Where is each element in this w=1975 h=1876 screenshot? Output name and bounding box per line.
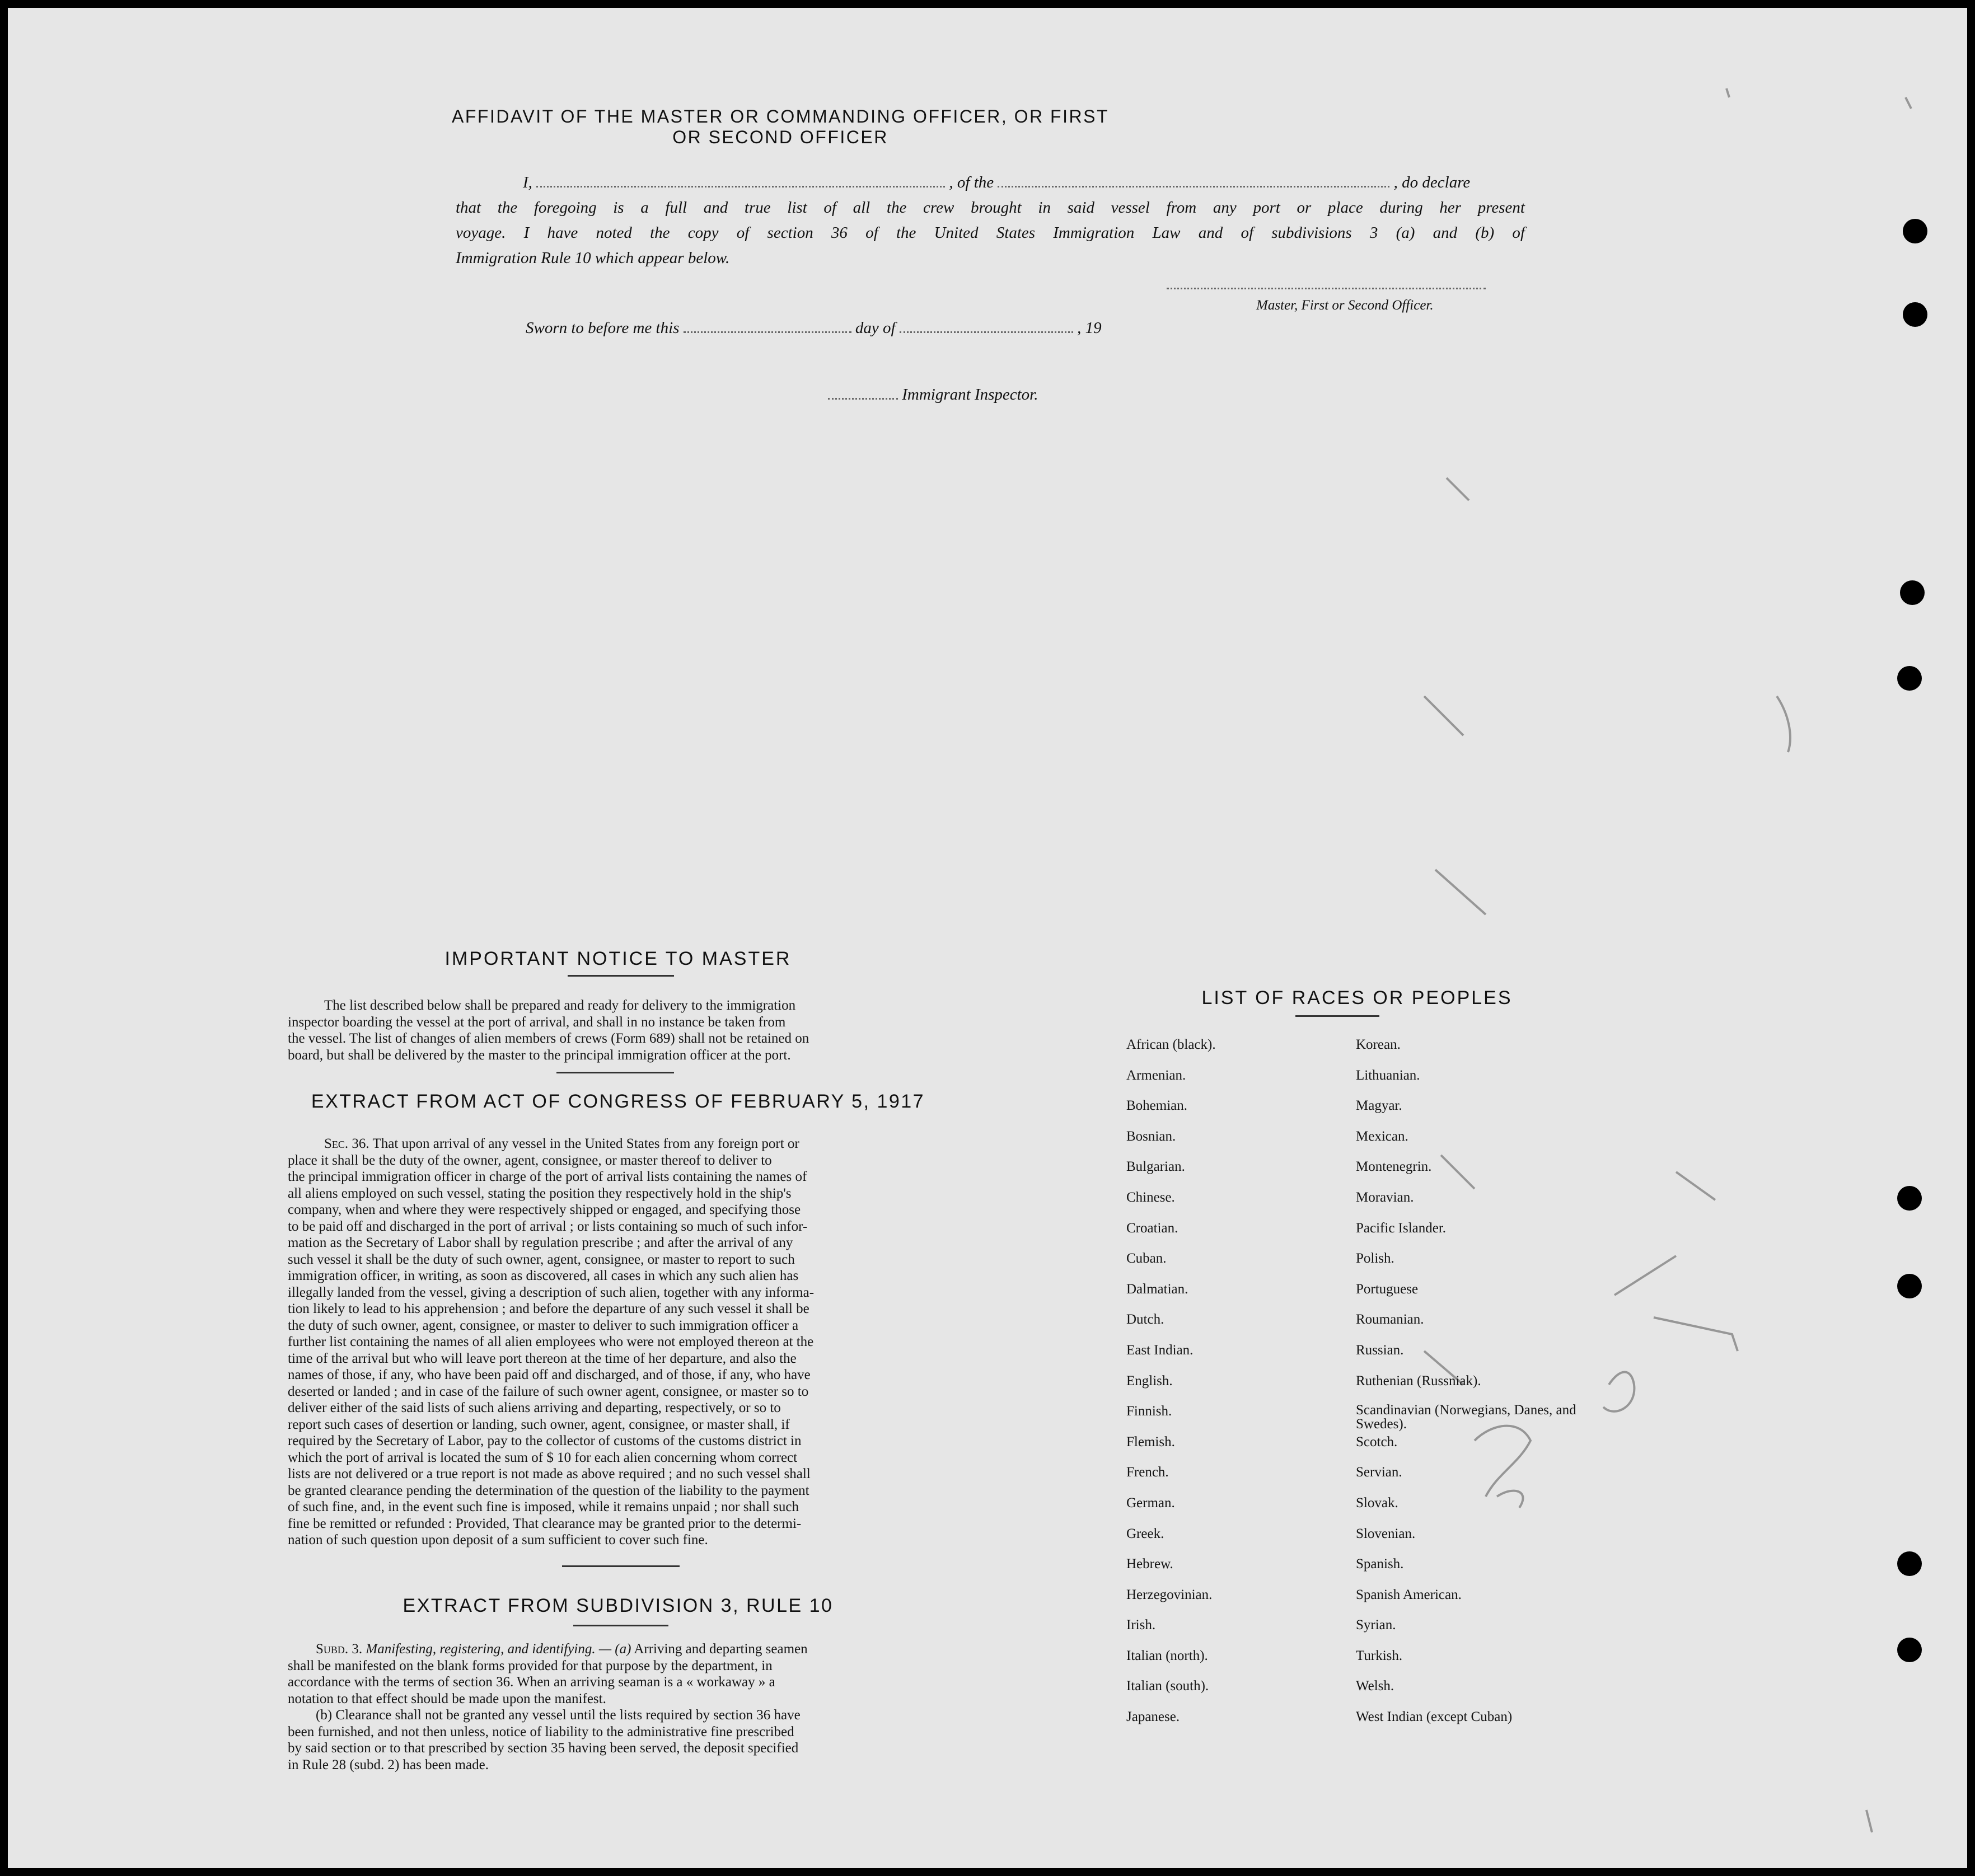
sworn-day-field[interactable] xyxy=(684,331,851,333)
race-entry: Greek. xyxy=(1126,1526,1164,1541)
notice-text: The list described below shall be prepared and ready for delivery to the immigration inspector boarding the vessel at the port of arrival, and shall in no instance be taken from the vessel. The list of changes of alien members of crews (Form 689) shall not be retained on board, but shall be delivered by the master to the principal immigration officer at the port. xyxy=(288,998,809,1063)
subdivision-heading: Manifesting, registering, and identifying. — (a) xyxy=(362,1642,631,1657)
race-entry: Spanish. xyxy=(1356,1556,1404,1572)
master-signature-line[interactable] xyxy=(1167,288,1486,289)
act-extract-divider xyxy=(562,1565,680,1567)
punch-hole xyxy=(1897,1274,1922,1298)
race-entry: Turkish. xyxy=(1356,1648,1403,1663)
race-entry: Moravian. xyxy=(1356,1189,1414,1205)
race-entry: Japanese. xyxy=(1126,1709,1180,1725)
sworn-prefix: Sworn to before me this xyxy=(526,319,680,337)
race-entry: West Indian (except Cuban) xyxy=(1356,1709,1513,1725)
race-entry: Russian. xyxy=(1356,1342,1404,1358)
races-right-column xyxy=(1356,1037,1619,1739)
race-entry: East Indian. xyxy=(1126,1342,1194,1358)
race-entry: Flemish. xyxy=(1126,1434,1175,1450)
race-entry: Ruthenian (Russniak). xyxy=(1356,1373,1481,1389)
race-entry: Armenian. xyxy=(1126,1067,1186,1083)
sworn-month-field[interactable] xyxy=(900,331,1073,333)
race-entry: Herzegovinian. xyxy=(1126,1587,1213,1602)
punch-hole xyxy=(1903,219,1927,243)
punch-hole xyxy=(1897,1186,1922,1211)
race-entry: Servian. xyxy=(1356,1465,1402,1480)
race-entry: Pacific Islander. xyxy=(1356,1220,1447,1236)
race-entry: Mexican. xyxy=(1356,1128,1408,1144)
affidavit-line-2: that the foregoing is a full and true list of all the crew brought in said vessel from any port or place during her present xyxy=(456,199,1525,217)
punch-hole xyxy=(1900,580,1925,605)
sworn-line xyxy=(526,319,1102,337)
affidavit-line-1 xyxy=(523,173,1531,192)
races-title-rule xyxy=(1295,1015,1379,1017)
affidavit-title: AFFIDAVIT OF THE MASTER OR COMMANDING OFFICER, OR FIRST OR SECOND OFFICER xyxy=(452,106,1109,147)
race-entry: Syrian. xyxy=(1356,1617,1396,1633)
declare-text: , do declare xyxy=(1393,173,1471,191)
handwritten-marks xyxy=(8,8,1967,1868)
race-entry: Magyar. xyxy=(1356,1098,1402,1114)
punch-hole xyxy=(1897,666,1922,691)
race-entry: Montenegrin. xyxy=(1356,1159,1432,1175)
race-entry: Bosnian. xyxy=(1126,1128,1176,1144)
rule-extract-title-rule xyxy=(573,1625,668,1626)
notice-divider xyxy=(556,1072,674,1073)
inspector-signature-field[interactable] xyxy=(828,398,898,400)
race-entry: Italian (north). xyxy=(1126,1648,1208,1663)
inspector-label: Immigrant Inspector. xyxy=(902,386,1038,404)
race-entry: Chinese. xyxy=(1126,1189,1175,1205)
race-entry: Slovak. xyxy=(1356,1495,1398,1511)
year-prefix: , 19 xyxy=(1077,319,1102,337)
race-entry: English. xyxy=(1126,1373,1173,1389)
affidavit-line-3: voyage. I have noted the copy of section 36 of the United States Immigration Law and of subdivisions 3 (a) and (b) of xyxy=(456,224,1525,242)
race-entry: German. xyxy=(1126,1495,1175,1511)
document-page xyxy=(8,8,1967,1868)
race-entry: Spanish American. xyxy=(1356,1587,1462,1602)
declarant-name-field[interactable] xyxy=(536,186,945,187)
race-entry: French. xyxy=(1126,1465,1169,1480)
punch-hole xyxy=(1897,1638,1922,1662)
inspector-line xyxy=(828,386,1038,404)
race-entry: Hebrew. xyxy=(1126,1556,1173,1572)
race-entry: Scotch. xyxy=(1356,1434,1398,1450)
race-entry: African (black). xyxy=(1126,1037,1216,1052)
race-entry: Italian (south). xyxy=(1126,1678,1209,1694)
rule-extract-text: Subd. 3. Manifesting, registering, and identifying. — (a) Arriving and departing seamen shall be manifested on the blank forms provided for that purpose by the department, in accordance with the terms of section 36. When an arriving seaman is a « workaway » a notation to that effect should be made upon the manifest. (b) Clearance shall not be granted any vessel until the lists required by section 36 have been furnished, and not then unless, notice of liability to the administrative fine prescribed by said section or to that prescribed by section 35 having been served, the deposit specified in Rule 28 (subd. 2) has been made. xyxy=(288,1642,808,1772)
affidavit-body xyxy=(456,195,1525,271)
race-entry: Croatian. xyxy=(1126,1220,1178,1236)
races-title: LIST OF RACES OR PEOPLES xyxy=(1201,987,1513,1009)
race-entry: Bulgarian. xyxy=(1126,1159,1185,1175)
race-entry: Dalmatian. xyxy=(1126,1281,1188,1297)
race-entry: Dutch. xyxy=(1126,1312,1164,1328)
day-of-text: day of xyxy=(855,319,896,337)
race-entry: Bohemian. xyxy=(1126,1098,1188,1114)
race-entry: Lithuanian. xyxy=(1356,1067,1420,1083)
race-entry: Welsh. xyxy=(1356,1678,1394,1694)
race-entry: Polish. xyxy=(1356,1251,1394,1267)
punch-hole xyxy=(1897,1551,1922,1576)
punch-hole xyxy=(1903,302,1927,327)
notice-title: IMPORTANT NOTICE TO MASTER xyxy=(444,948,792,969)
race-entry: Portuguese xyxy=(1356,1281,1419,1297)
affidavit-line-4: Immigration Rule 10 which appear below. xyxy=(456,249,730,267)
rule-extract-title: EXTRACT FROM SUBDIVISION 3, RULE 10 xyxy=(403,1595,834,1616)
section-number: Sec. 36. xyxy=(324,1136,369,1151)
vessel-name-field[interactable] xyxy=(998,186,1389,187)
subdivision-number: Subd. 3. xyxy=(316,1642,363,1657)
race-entry: Slovenian. xyxy=(1356,1526,1416,1541)
master-signature-label: Master, First or Second Officer. xyxy=(1256,298,1434,313)
race-entry: Finnish. xyxy=(1126,1404,1172,1419)
race-entry: Roumanian. xyxy=(1356,1312,1424,1328)
act-extract-text: Sec. 36. That upon arrival of any vessel in the United States from any foreign port or place it shall be the duty of the owner, agent, consignee, or master thereof to deliver to the principal immigration officer in charge of the port of arrival lists containing the names of all aliens employed on such vessel, stating the position they respectively hold in the ship's company, when and where they were respectively shipped or engaged, and specifying those to be paid off and discharged in the port of arrival ; or lists containing so much of such infor- mation as the Secretary of Labor shall by regulation prescribe ; and after the arrival of any such vessel it shall be the duty of such owner, agent, consignee, or master to report to such immigration officer, in writing, as soon as discovered, all cases in which any such alien has illegally landed from the vessel, giving a description of such alien, together with any informa- tion likely to lead to his apprehension ; and before the departure of any such vessel it shall be the duty of such owner, agent, consignee, or master to deliver to such immigration officer a further list containing the names of all alien employees who were not employed thereon at the time of the arrival but who will leave port thereon at the time of her departure, and also the names of those, if any, who have been paid off and discharged, and of those, if any, who have deserted or landed ; and in case of the failure of such owner agent, consignee, or master so to deliver either of the said lists of such aliens arriving and departing, respectively, or so to report such cases of desertion or landing, such owner, agent, consignee, or master shall, if required by the Secretary of Labor, pay to the collector of customs of the customs district in which the port of arrival is located the sum of $ 10 for each alien concerning whom correct lists are not delivered or a true report is not made as above required ; and no such vessel shall be granted clearance pending the determination of the question of the liability to the payment of such fine, and, in the event such fine is imposed, while it remains unpaid ; nor shall such fine be remitted or refunded : Provided, That clearance may be granted prior to the determi- nation of such question upon deposit of a sum sufficient to cover such fine. xyxy=(288,1136,815,1547)
declarant-prefix: I, xyxy=(523,173,532,191)
vessel-prefix: , of the xyxy=(949,173,994,191)
races-left-column xyxy=(1126,1037,1339,1739)
notice-title-rule xyxy=(568,975,674,977)
race-entry: Irish. xyxy=(1126,1617,1156,1633)
act-extract-title: EXTRACT FROM ACT OF CONGRESS OF FEBRUARY 5, 1917 xyxy=(311,1091,925,1112)
race-entry: Scandinavian (Norwegians, Danes, and Swedes). xyxy=(1356,1403,1576,1432)
race-entry: Cuban. xyxy=(1126,1251,1167,1267)
race-entry: Korean. xyxy=(1356,1037,1401,1052)
